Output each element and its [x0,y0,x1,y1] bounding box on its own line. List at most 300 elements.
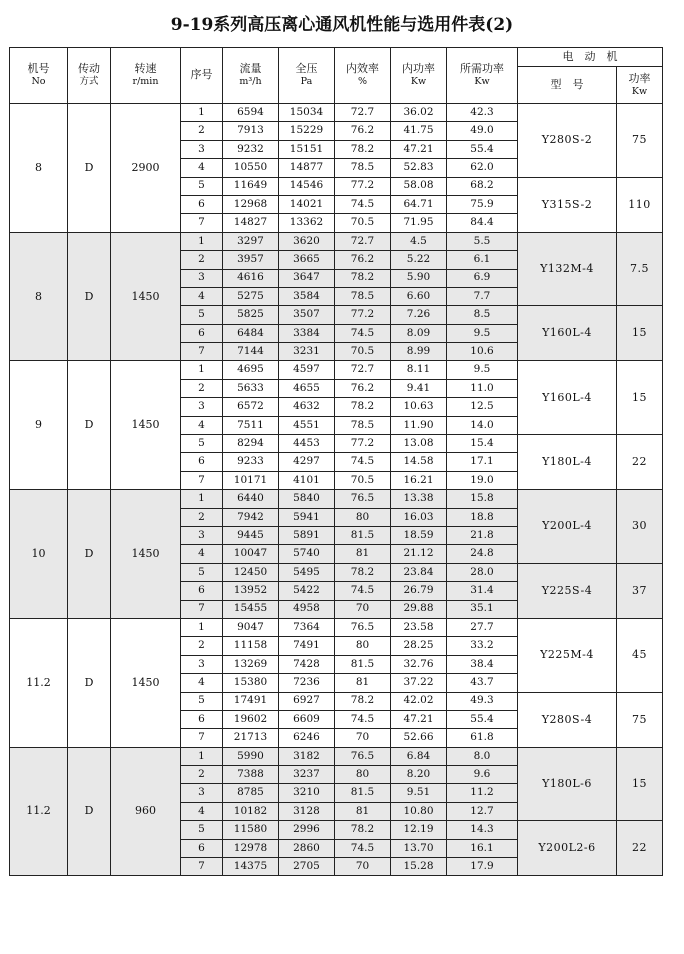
cell-internal-power: 12.19 [391,821,447,839]
cell-flow: 5990 [223,747,279,765]
header-seq: 序号 [181,48,223,104]
cell-motor-power: 22 [617,821,663,876]
cell-seq: 3 [181,526,223,544]
cell-pressure: 3620 [279,232,335,250]
cell-seq: 6 [181,582,223,600]
cell-motor-model: Y160L-4 [518,361,617,435]
cell-motor-model: Y180L-4 [518,435,617,490]
cell-seq: 2 [181,637,223,655]
cell-pressure: 14877 [279,159,335,177]
cell-internal-power: 5.22 [391,251,447,269]
cell-internal-power: 9.51 [391,784,447,802]
cell-pressure: 5740 [279,545,335,563]
cell-required-power: 68.2 [447,177,518,195]
cell-pressure: 3182 [279,747,335,765]
cell-seq: 5 [181,177,223,195]
cell-seq: 1 [181,618,223,636]
cell-motor-model: Y180L-6 [518,747,617,821]
cell-seq: 1 [181,361,223,379]
cell-seq: 1 [181,232,223,250]
cell-flow: 7511 [223,416,279,434]
cell-seq: 5 [181,692,223,710]
cell-seq: 4 [181,802,223,820]
cell-seq: 7 [181,214,223,232]
cell-pressure: 3128 [279,802,335,820]
header-pressure: 全压 Pa [279,48,335,104]
cell-seq: 4 [181,545,223,563]
cell-machine-no: 11.2 [10,618,68,747]
cell-required-power: 31.4 [447,582,518,600]
cell-efficiency: 78.5 [335,159,391,177]
cell-seq: 4 [181,159,223,177]
cell-motor-model: Y225S-4 [518,563,617,618]
cell-required-power: 33.2 [447,637,518,655]
cell-required-power: 6.9 [447,269,518,287]
cell-required-power: 84.4 [447,214,518,232]
cell-efficiency: 70 [335,600,391,618]
cell-required-power: 9.5 [447,324,518,342]
cell-pressure: 15034 [279,104,335,122]
table-row [10,361,663,379]
cell-efficiency: 80 [335,766,391,784]
cell-flow: 12978 [223,839,279,857]
cell-pressure: 4958 [279,600,335,618]
cell-motor-power: 15 [617,306,663,361]
cell-seq: 3 [181,784,223,802]
cell-seq: 3 [181,655,223,673]
cell-seq: 4 [181,287,223,305]
cell-pressure: 5891 [279,526,335,544]
header-speed: 转速 r/min [111,48,181,104]
cell-internal-power: 4.5 [391,232,447,250]
cell-internal-power: 41.75 [391,122,447,140]
cell-pressure: 5422 [279,582,335,600]
cell-internal-power: 32.76 [391,655,447,673]
header-drive: 传动 方式 [68,48,111,104]
cell-efficiency: 78.2 [335,821,391,839]
cell-required-power: 55.4 [447,710,518,728]
cell-efficiency: 72.7 [335,232,391,250]
cell-flow: 11580 [223,821,279,839]
cell-required-power: 61.8 [447,729,518,747]
cell-internal-power: 10.63 [391,398,447,416]
cell-flow: 15455 [223,600,279,618]
cell-seq: 1 [181,104,223,122]
cell-flow: 7388 [223,766,279,784]
cell-required-power: 11.2 [447,784,518,802]
cell-efficiency: 81 [335,545,391,563]
cell-efficiency: 70 [335,858,391,876]
cell-pressure: 6609 [279,710,335,728]
cell-required-power: 7.7 [447,287,518,305]
cell-flow: 9047 [223,618,279,636]
cell-efficiency: 74.5 [335,582,391,600]
cell-internal-power: 8.20 [391,766,447,784]
cell-pressure: 7236 [279,674,335,692]
cell-pressure: 5495 [279,563,335,581]
cell-speed: 1450 [111,361,181,490]
cell-required-power: 24.8 [447,545,518,563]
cell-flow: 10550 [223,159,279,177]
cell-efficiency: 78.2 [335,398,391,416]
cell-required-power: 8.5 [447,306,518,324]
cell-efficiency: 74.5 [335,453,391,471]
cell-flow: 11649 [223,177,279,195]
cell-motor-model: Y160L-4 [518,306,617,361]
cell-motor-model: Y280S-4 [518,692,617,747]
cell-internal-power: 8.11 [391,361,447,379]
cell-flow: 9232 [223,140,279,158]
cell-internal-power: 10.80 [391,802,447,820]
cell-motor-model: Y200L-4 [518,490,617,564]
cell-internal-power: 58.08 [391,177,447,195]
cell-internal-power: 7.26 [391,306,447,324]
cell-pressure: 3665 [279,251,335,269]
cell-required-power: 10.6 [447,343,518,361]
cell-speed: 2900 [111,104,181,233]
cell-internal-power: 14.58 [391,453,447,471]
cell-flow: 12968 [223,195,279,213]
cell-efficiency: 81 [335,674,391,692]
cell-seq: 2 [181,122,223,140]
cell-flow: 11158 [223,637,279,655]
cell-efficiency: 70.5 [335,471,391,489]
cell-required-power: 6.1 [447,251,518,269]
cell-required-power: 38.4 [447,655,518,673]
header-motor-power: 功率 Kw [617,67,663,104]
header-motor: 电 动 机 [518,48,663,67]
cell-pressure: 13362 [279,214,335,232]
cell-seq: 2 [181,508,223,526]
cell-drive: D [68,490,111,619]
cell-flow: 15380 [223,674,279,692]
cell-drive: D [68,104,111,233]
cell-required-power: 11.0 [447,379,518,397]
cell-internal-power: 42.02 [391,692,447,710]
cell-pressure: 3507 [279,306,335,324]
cell-efficiency: 81.5 [335,655,391,673]
cell-internal-power: 13.08 [391,435,447,453]
cell-machine-no: 10 [10,490,68,619]
cell-pressure: 5840 [279,490,335,508]
cell-internal-power: 47.21 [391,140,447,158]
cell-internal-power: 23.58 [391,618,447,636]
cell-flow: 21713 [223,729,279,747]
cell-internal-power: 26.79 [391,582,447,600]
cell-pressure: 14021 [279,195,335,213]
cell-efficiency: 72.7 [335,361,391,379]
cell-machine-no: 8 [10,232,68,361]
cell-motor-power: 110 [617,177,663,232]
cell-drive: D [68,618,111,747]
cell-pressure: 3210 [279,784,335,802]
cell-drive: D [68,747,111,876]
cell-flow: 12450 [223,563,279,581]
cell-flow: 13952 [223,582,279,600]
cell-pressure: 7491 [279,637,335,655]
cell-seq: 7 [181,858,223,876]
cell-motor-power: 45 [617,618,663,692]
cell-internal-power: 28.25 [391,637,447,655]
cell-pressure: 4101 [279,471,335,489]
header-required-power: 所需功率 Kw [447,48,518,104]
cell-flow: 6572 [223,398,279,416]
cell-seq: 7 [181,729,223,747]
cell-pressure: 3584 [279,287,335,305]
cell-efficiency: 70.5 [335,214,391,232]
cell-flow: 7942 [223,508,279,526]
cell-flow: 6440 [223,490,279,508]
cell-efficiency: 70 [335,729,391,747]
cell-seq: 3 [181,398,223,416]
cell-required-power: 12.5 [447,398,518,416]
table-row [10,618,663,636]
header-internal-power: 内功率 Kw [391,48,447,104]
cell-flow: 4695 [223,361,279,379]
cell-speed: 1450 [111,232,181,361]
cell-seq: 4 [181,674,223,692]
cell-speed: 960 [111,747,181,876]
cell-internal-power: 21.12 [391,545,447,563]
cell-internal-power: 16.21 [391,471,447,489]
cell-pressure: 5941 [279,508,335,526]
cell-seq: 6 [181,453,223,471]
cell-machine-no: 11.2 [10,747,68,876]
cell-internal-power: 6.60 [391,287,447,305]
header-flow: 流量 m³/h [223,48,279,104]
cell-efficiency: 77.2 [335,177,391,195]
cell-efficiency: 78.5 [335,287,391,305]
cell-efficiency: 74.5 [335,195,391,213]
header-machine-no: 机号 No [10,48,68,104]
cell-flow: 13269 [223,655,279,673]
cell-internal-power: 8.09 [391,324,447,342]
cell-efficiency: 70.5 [335,343,391,361]
table-row [10,490,663,508]
cell-seq: 2 [181,379,223,397]
cell-seq: 4 [181,416,223,434]
cell-efficiency: 78.2 [335,692,391,710]
cell-internal-power: 64.71 [391,195,447,213]
cell-pressure: 7428 [279,655,335,673]
cell-required-power: 35.1 [447,600,518,618]
cell-pressure: 2705 [279,858,335,876]
cell-flow: 7144 [223,343,279,361]
cell-required-power: 62.0 [447,159,518,177]
cell-flow: 14375 [223,858,279,876]
cell-required-power: 18.8 [447,508,518,526]
cell-efficiency: 74.5 [335,839,391,857]
cell-pressure: 3647 [279,269,335,287]
cell-flow: 8785 [223,784,279,802]
cell-efficiency: 81.5 [335,784,391,802]
cell-pressure: 4297 [279,453,335,471]
cell-seq: 7 [181,343,223,361]
cell-pressure: 14546 [279,177,335,195]
cell-speed: 1450 [111,618,181,747]
cell-machine-no: 9 [10,361,68,490]
table-body [10,104,663,876]
cell-seq: 7 [181,600,223,618]
cell-efficiency: 76.2 [335,251,391,269]
cell-flow: 6594 [223,104,279,122]
cell-pressure: 15229 [279,122,335,140]
header-efficiency: 内效率 % [335,48,391,104]
cell-seq: 3 [181,269,223,287]
cell-motor-model: Y225M-4 [518,618,617,692]
cell-required-power: 27.7 [447,618,518,636]
cell-motor-power: 37 [617,563,663,618]
cell-pressure: 4597 [279,361,335,379]
cell-efficiency: 76.2 [335,122,391,140]
cell-required-power: 12.7 [447,802,518,820]
cell-required-power: 8.0 [447,747,518,765]
cell-pressure: 3384 [279,324,335,342]
cell-required-power: 9.5 [447,361,518,379]
cell-flow: 10182 [223,802,279,820]
cell-seq: 6 [181,324,223,342]
cell-flow: 9445 [223,526,279,544]
cell-internal-power: 15.28 [391,858,447,876]
cell-internal-power: 5.90 [391,269,447,287]
cell-motor-power: 22 [617,435,663,490]
cell-seq: 1 [181,747,223,765]
cell-flow: 9233 [223,453,279,471]
cell-efficiency: 74.5 [335,710,391,728]
cell-efficiency: 81 [335,802,391,820]
cell-seq: 6 [181,710,223,728]
cell-required-power: 55.4 [447,140,518,158]
cell-required-power: 9.6 [447,766,518,784]
cell-pressure: 2996 [279,821,335,839]
cell-internal-power: 16.03 [391,508,447,526]
cell-required-power: 14.0 [447,416,518,434]
header-motor-model: 型 号 [518,67,617,104]
cell-efficiency: 78.2 [335,563,391,581]
cell-internal-power: 13.70 [391,839,447,857]
cell-flow: 7913 [223,122,279,140]
cell-required-power: 49.0 [447,122,518,140]
cell-drive: D [68,232,111,361]
cell-flow: 3957 [223,251,279,269]
cell-efficiency: 80 [335,508,391,526]
cell-flow: 17491 [223,692,279,710]
cell-internal-power: 52.66 [391,729,447,747]
cell-seq: 6 [181,839,223,857]
cell-efficiency: 77.2 [335,435,391,453]
cell-pressure: 6927 [279,692,335,710]
cell-flow: 10047 [223,545,279,563]
cell-efficiency: 78.2 [335,269,391,287]
cell-flow: 19602 [223,710,279,728]
cell-flow: 6484 [223,324,279,342]
cell-pressure: 3231 [279,343,335,361]
cell-required-power: 17.1 [447,453,518,471]
table-row [10,104,663,122]
cell-internal-power: 36.02 [391,104,447,122]
cell-efficiency: 76.5 [335,618,391,636]
performance-table [9,47,663,876]
cell-required-power: 17.9 [447,858,518,876]
cell-seq: 5 [181,821,223,839]
cell-internal-power: 18.59 [391,526,447,544]
cell-motor-power: 75 [617,692,663,747]
cell-motor-model: Y200L2-6 [518,821,617,876]
cell-motor-power: 15 [617,747,663,821]
cell-motor-power: 75 [617,104,663,178]
cell-pressure: 7364 [279,618,335,636]
cell-pressure: 4655 [279,379,335,397]
cell-motor-model: Y132M-4 [518,232,617,306]
cell-efficiency: 78.2 [335,140,391,158]
cell-internal-power: 37.22 [391,674,447,692]
cell-internal-power: 23.84 [391,563,447,581]
cell-efficiency: 72.7 [335,104,391,122]
cell-required-power: 5.5 [447,232,518,250]
cell-required-power: 14.3 [447,821,518,839]
cell-seq: 2 [181,251,223,269]
cell-flow: 10171 [223,471,279,489]
cell-seq: 2 [181,766,223,784]
cell-internal-power: 6.84 [391,747,447,765]
cell-internal-power: 29.88 [391,600,447,618]
cell-flow: 14827 [223,214,279,232]
cell-internal-power: 47.21 [391,710,447,728]
cell-pressure: 6246 [279,729,335,747]
cell-flow: 8294 [223,435,279,453]
cell-seq: 5 [181,306,223,324]
table-row [10,232,663,250]
cell-efficiency: 76.5 [335,490,391,508]
page-title: 9-19系列高压离心通风机性能与选用件表(2) [170,15,514,35]
cell-required-power: 75.9 [447,195,518,213]
cell-seq: 5 [181,563,223,581]
cell-speed: 1450 [111,490,181,619]
cell-internal-power: 52.83 [391,159,447,177]
cell-motor-model: Y280S-2 [518,104,617,178]
cell-pressure: 4632 [279,398,335,416]
cell-required-power: 15.8 [447,490,518,508]
cell-motor-power: 7.5 [617,232,663,306]
cell-efficiency: 77.2 [335,306,391,324]
cell-pressure: 4551 [279,416,335,434]
cell-flow: 5633 [223,379,279,397]
cell-motor-power: 30 [617,490,663,564]
cell-pressure: 2860 [279,839,335,857]
cell-flow: 5825 [223,306,279,324]
cell-required-power: 21.8 [447,526,518,544]
cell-seq: 5 [181,435,223,453]
cell-flow: 4616 [223,269,279,287]
cell-motor-power: 15 [617,361,663,435]
table-row [10,747,663,765]
cell-flow: 3297 [223,232,279,250]
cell-internal-power: 9.41 [391,379,447,397]
cell-drive: D [68,361,111,490]
cell-internal-power: 8.99 [391,343,447,361]
cell-efficiency: 81.5 [335,526,391,544]
cell-internal-power: 11.90 [391,416,447,434]
cell-seq: 7 [181,471,223,489]
cell-efficiency: 78.5 [335,416,391,434]
cell-required-power: 16.1 [447,839,518,857]
cell-flow: 5275 [223,287,279,305]
cell-internal-power: 13.38 [391,490,447,508]
cell-pressure: 3237 [279,766,335,784]
cell-seq: 3 [181,140,223,158]
cell-motor-model: Y315S-2 [518,177,617,232]
cell-required-power: 43.7 [447,674,518,692]
